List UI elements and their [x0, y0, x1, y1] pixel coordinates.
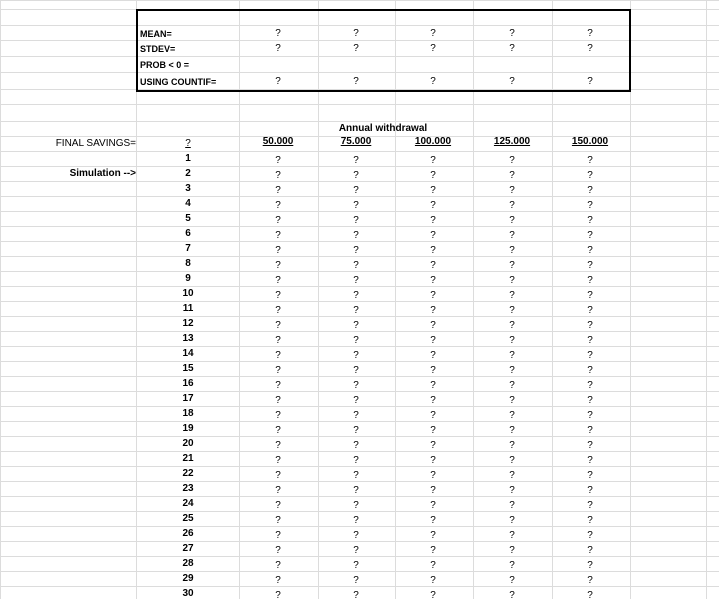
simulation-cell[interactable]: ? — [353, 470, 359, 481]
simulation-cell[interactable]: ? — [430, 200, 436, 211]
simulation-cell[interactable]: ? — [275, 470, 281, 481]
simulation-number: 13 — [182, 333, 194, 344]
simulation-cell[interactable]: ? — [430, 425, 436, 436]
withdrawal-header: 50.000 — [262, 136, 294, 147]
simulation-number: 21 — [182, 453, 194, 464]
simulation-cell[interactable]: ? — [430, 530, 436, 541]
simulation-cell[interactable]: ? — [509, 320, 515, 331]
simulation-label: Simulation --> — [69, 168, 136, 179]
simulation-cell[interactable]: ? — [275, 395, 281, 406]
simulation-cell[interactable]: ? — [353, 380, 359, 391]
simulation-cell[interactable]: ? — [430, 515, 436, 526]
simulation-cell[interactable]: ? — [353, 320, 359, 331]
simulation-number: 9 — [185, 273, 191, 284]
row-gridline — [0, 56, 719, 57]
simulation-cell[interactable]: ? — [587, 170, 593, 181]
simulation-cell[interactable]: ? — [430, 230, 436, 241]
withdrawal-header: 75.000 — [340, 136, 372, 147]
simulation-cell[interactable]: ? — [587, 275, 593, 286]
summary-mean-cell[interactable]: ? — [353, 28, 359, 39]
simulation-number: 24 — [182, 498, 194, 509]
simulation-cell[interactable]: ? — [587, 305, 593, 316]
summary-stdev-cell[interactable]: ? — [430, 43, 436, 54]
simulation-cell[interactable]: ? — [430, 455, 436, 466]
simulation-number: 2 — [185, 168, 191, 179]
summary-countif-cell[interactable]: ? — [430, 76, 436, 87]
simulation-number: 16 — [182, 378, 194, 389]
simulation-cell[interactable]: ? — [353, 245, 359, 256]
simulation-cell[interactable]: ? — [430, 245, 436, 256]
row-gridline — [0, 89, 719, 90]
simulation-cell[interactable]: ? — [430, 485, 436, 496]
simulation-cell[interactable]: ? — [509, 230, 515, 241]
simulation-cell[interactable]: ? — [353, 455, 359, 466]
simulation-number: 8 — [185, 258, 191, 269]
summary-label: STDEV= — [140, 44, 176, 54]
simulation-number: 3 — [185, 183, 191, 194]
simulation-cell[interactable]: ? — [430, 365, 436, 376]
simulation-number: 11 — [182, 303, 194, 314]
summary-label: MEAN= — [140, 29, 172, 39]
simulation-cell[interactable]: ? — [587, 590, 593, 601]
simulation-cell[interactable]: ? — [275, 440, 281, 451]
simulation-cell[interactable]: ? — [353, 530, 359, 541]
simulation-cell[interactable]: ? — [587, 245, 593, 256]
simulation-cell[interactable]: ? — [587, 530, 593, 541]
simulation-cell[interactable]: ? — [275, 320, 281, 331]
simulation-number: 19 — [182, 423, 194, 434]
summary-countif-cell[interactable]: ? — [587, 76, 593, 87]
simulation-cell[interactable]: ? — [509, 545, 515, 556]
simulation-cell[interactable]: ? — [509, 440, 515, 451]
simulation-cell[interactable]: ? — [275, 425, 281, 436]
summary-label: PROB < 0 = — [140, 60, 190, 70]
simulation-cell[interactable]: ? — [353, 155, 359, 166]
summary-mean-cell[interactable]: ? — [430, 28, 436, 39]
simulation-number: 30 — [182, 588, 194, 599]
simulation-number: 27 — [182, 543, 194, 554]
row-gridline — [0, 9, 719, 10]
simulation-cell[interactable]: ? — [587, 440, 593, 451]
simulation-number: 1 — [185, 153, 191, 164]
simulation-cell[interactable]: ? — [353, 305, 359, 316]
simulation-cell[interactable]: ? — [509, 530, 515, 541]
summary-countif-cell[interactable]: ? — [509, 76, 515, 87]
simulation-number: 18 — [182, 408, 194, 419]
simulation-cell[interactable]: ? — [353, 575, 359, 586]
row-gridline — [0, 121, 719, 122]
simulation-number: 26 — [182, 528, 194, 539]
simulation-cell[interactable]: ? — [353, 335, 359, 346]
simulation-cell[interactable]: ? — [353, 485, 359, 496]
simulation-cell[interactable]: ? — [430, 185, 436, 196]
simulation-cell[interactable]: ? — [587, 485, 593, 496]
summary-countif-cell[interactable]: ? — [275, 76, 281, 87]
simulation-cell[interactable]: ? — [353, 170, 359, 181]
simulation-number: 25 — [182, 513, 194, 524]
simulation-cell[interactable]: ? — [353, 260, 359, 271]
summary-stdev-cell[interactable]: ? — [353, 43, 359, 54]
simulation-cell[interactable]: ? — [587, 155, 593, 166]
simulation-cell[interactable]: ? — [509, 365, 515, 376]
simulation-number: 22 — [182, 468, 194, 479]
simulation-cell[interactable]: ? — [430, 395, 436, 406]
simulation-cell[interactable]: ? — [353, 230, 359, 241]
simulation-cell[interactable]: ? — [509, 170, 515, 181]
simulation-cell[interactable]: ? — [275, 275, 281, 286]
simulation-cell[interactable]: ? — [430, 575, 436, 586]
simulation-cell[interactable]: ? — [509, 515, 515, 526]
simulation-cell[interactable]: ? — [587, 215, 593, 226]
simulation-cell[interactable]: ? — [430, 440, 436, 451]
row-gridline — [0, 104, 719, 105]
simulation-number: 23 — [182, 483, 194, 494]
simulation-cell[interactable]: ? — [275, 335, 281, 346]
simulation-cell[interactable]: ? — [587, 185, 593, 196]
withdrawal-header: 100.000 — [414, 136, 452, 147]
simulation-cell[interactable]: ? — [587, 545, 593, 556]
simulation-cell[interactable]: ? — [587, 320, 593, 331]
simulation-cell[interactable]: ? — [509, 575, 515, 586]
simulation-cell[interactable]: ? — [509, 290, 515, 301]
simulation-cell[interactable]: ? — [275, 500, 281, 511]
simulation-cell[interactable]: ? — [275, 215, 281, 226]
simulation-cell[interactable]: ? — [430, 215, 436, 226]
simulation-cell[interactable]: ? — [587, 455, 593, 466]
simulation-cell[interactable]: ? — [275, 350, 281, 361]
simulation-cell[interactable]: ? — [430, 545, 436, 556]
simulation-number: 10 — [182, 288, 194, 299]
simulation-cell[interactable]: ? — [353, 425, 359, 436]
simulation-cell[interactable]: ? — [509, 560, 515, 571]
summary-mean-cell[interactable]: ? — [587, 28, 593, 39]
simulation-cell[interactable]: ? — [353, 275, 359, 286]
simulation-cell[interactable]: ? — [353, 590, 359, 601]
simulation-cell[interactable]: ? — [509, 305, 515, 316]
simulation-number: 4 — [185, 198, 191, 209]
simulation-cell[interactable]: ? — [587, 290, 593, 301]
table-title: Annual withdrawal — [338, 123, 428, 134]
simulation-cell[interactable]: ? — [587, 260, 593, 271]
simulation-number: 28 — [182, 558, 194, 569]
simulation-cell[interactable]: ? — [587, 350, 593, 361]
simulation-cell[interactable]: ? — [353, 200, 359, 211]
simulation-cell[interactable]: ? — [509, 410, 515, 421]
simulation-cell[interactable]: ? — [353, 500, 359, 511]
simulation-cell[interactable]: ? — [275, 200, 281, 211]
row-gridline — [0, 151, 719, 152]
simulation-cell[interactable]: ? — [275, 365, 281, 376]
withdrawal-header: 125.000 — [493, 136, 531, 147]
row-gridline — [0, 0, 719, 1]
simulation-cell[interactable]: ? — [275, 380, 281, 391]
simulation-cell[interactable]: ? — [275, 560, 281, 571]
simulation-cell[interactable]: ? — [509, 200, 515, 211]
simulation-cell[interactable]: ? — [353, 515, 359, 526]
simulation-cell[interactable]: ? — [275, 545, 281, 556]
simulation-cell[interactable]: ? — [509, 395, 515, 406]
simulation-cell[interactable]: ? — [275, 245, 281, 256]
simulation-cell[interactable]: ? — [587, 200, 593, 211]
simulation-cell[interactable]: ? — [275, 410, 281, 421]
simulation-cell[interactable]: ? — [430, 590, 436, 601]
simulation-cell[interactable]: ? — [275, 455, 281, 466]
simulation-cell[interactable]: ? — [430, 275, 436, 286]
simulation-cell[interactable]: ? — [509, 485, 515, 496]
simulation-cell[interactable]: ? — [587, 230, 593, 241]
simulation-cell[interactable]: ? — [353, 545, 359, 556]
simulation-cell[interactable]: ? — [509, 470, 515, 481]
simulation-cell[interactable]: ? — [275, 485, 281, 496]
simulation-cell[interactable]: ? — [430, 470, 436, 481]
simulation-cell[interactable]: ? — [275, 530, 281, 541]
simulation-cell[interactable]: ? — [275, 185, 281, 196]
simulation-cell[interactable]: ? — [430, 290, 436, 301]
simulation-cell[interactable]: ? — [275, 575, 281, 586]
simulation-cell[interactable]: ? — [275, 290, 281, 301]
simulation-cell[interactable]: ? — [587, 410, 593, 421]
summary-countif-cell[interactable]: ? — [353, 76, 359, 87]
simulation-number: 17 — [182, 393, 194, 404]
simulation-cell[interactable]: ? — [587, 380, 593, 391]
simulation-cell[interactable]: ? — [587, 515, 593, 526]
simulation-cell[interactable]: ? — [509, 380, 515, 391]
simulation-cell[interactable]: ? — [430, 320, 436, 331]
simulation-cell[interactable]: ? — [509, 275, 515, 286]
simulation-number: 6 — [185, 228, 191, 239]
simulation-cell[interactable]: ? — [509, 245, 515, 256]
simulation-cell[interactable]: ? — [430, 500, 436, 511]
simulation-cell[interactable]: ? — [353, 440, 359, 451]
summary-stdev-cell[interactable]: ? — [509, 43, 515, 54]
simulation-cell[interactable]: ? — [587, 575, 593, 586]
simulation-cell[interactable]: ? — [430, 260, 436, 271]
simulation-cell[interactable]: ? — [509, 155, 515, 166]
row-gridline — [0, 25, 719, 26]
withdrawal-header: 150.000 — [571, 136, 609, 147]
simulation-cell[interactable]: ? — [509, 185, 515, 196]
simulation-cell[interactable]: ? — [275, 170, 281, 181]
simulation-cell[interactable]: ? — [275, 155, 281, 166]
simulation-cell[interactable]: ? — [275, 230, 281, 241]
simulation-number: 14 — [182, 348, 194, 359]
summary-stdev-cell[interactable]: ? — [587, 43, 593, 54]
simulation-cell[interactable]: ? — [587, 365, 593, 376]
row-gridline — [0, 72, 719, 73]
simulation-number: 5 — [185, 213, 191, 224]
simulation-cell[interactable]: ? — [275, 515, 281, 526]
final-savings-label: FINAL SAVINGS= — [55, 138, 136, 149]
simulation-cell[interactable]: ? — [509, 425, 515, 436]
simulation-cell[interactable]: ? — [587, 470, 593, 481]
simulation-cell[interactable]: ? — [353, 560, 359, 571]
simulation-cell[interactable]: ? — [430, 560, 436, 571]
simulation-cell[interactable]: ? — [353, 410, 359, 421]
simulation-cell[interactable]: ? — [509, 335, 515, 346]
simulation-cell[interactable]: ? — [275, 590, 281, 601]
simulation-cell[interactable]: ? — [587, 395, 593, 406]
simulation-cell[interactable]: ? — [430, 335, 436, 346]
simulation-number: 20 — [182, 438, 194, 449]
row-gridline — [0, 40, 719, 41]
simulation-number: 7 — [185, 243, 191, 254]
simulation-cell[interactable]: ? — [430, 350, 436, 361]
simulation-cell[interactable]: ? — [353, 350, 359, 361]
simulation-cell[interactable]: ? — [509, 350, 515, 361]
simulation-cell[interactable]: ? — [587, 425, 593, 436]
simulation-cell[interactable]: ? — [430, 305, 436, 316]
simulation-cell[interactable]: ? — [430, 170, 436, 181]
summary-label: USING COUNTIF= — [140, 77, 217, 87]
simulation-cell[interactable]: ? — [509, 590, 515, 601]
simulation-cell[interactable]: ? — [509, 500, 515, 511]
simulation-cell[interactable]: ? — [275, 260, 281, 271]
simulation-cell[interactable]: ? — [353, 290, 359, 301]
simulation-cell[interactable]: ? — [353, 395, 359, 406]
simulation-cell[interactable]: ? — [430, 380, 436, 391]
simulation-cell[interactable]: ? — [430, 410, 436, 421]
final-savings-value[interactable]: ? — [185, 138, 191, 149]
simulation-cell[interactable]: ? — [430, 155, 436, 166]
simulation-cell[interactable]: ? — [587, 335, 593, 346]
simulation-cell[interactable]: ? — [353, 185, 359, 196]
simulation-cell[interactable]: ? — [275, 305, 281, 316]
simulation-cell[interactable]: ? — [509, 455, 515, 466]
simulation-number: 15 — [182, 363, 194, 374]
summary-mean-cell[interactable]: ? — [275, 28, 281, 39]
simulation-number: 29 — [182, 573, 194, 584]
simulation-cell[interactable]: ? — [509, 215, 515, 226]
simulation-number: 12 — [182, 318, 194, 329]
simulation-cell[interactable]: ? — [509, 260, 515, 271]
summary-stdev-cell[interactable]: ? — [275, 43, 281, 54]
simulation-cell[interactable]: ? — [353, 215, 359, 226]
simulation-cell[interactable]: ? — [353, 365, 359, 376]
summary-mean-cell[interactable]: ? — [509, 28, 515, 39]
simulation-cell[interactable]: ? — [587, 560, 593, 571]
simulation-cell[interactable]: ? — [587, 500, 593, 511]
